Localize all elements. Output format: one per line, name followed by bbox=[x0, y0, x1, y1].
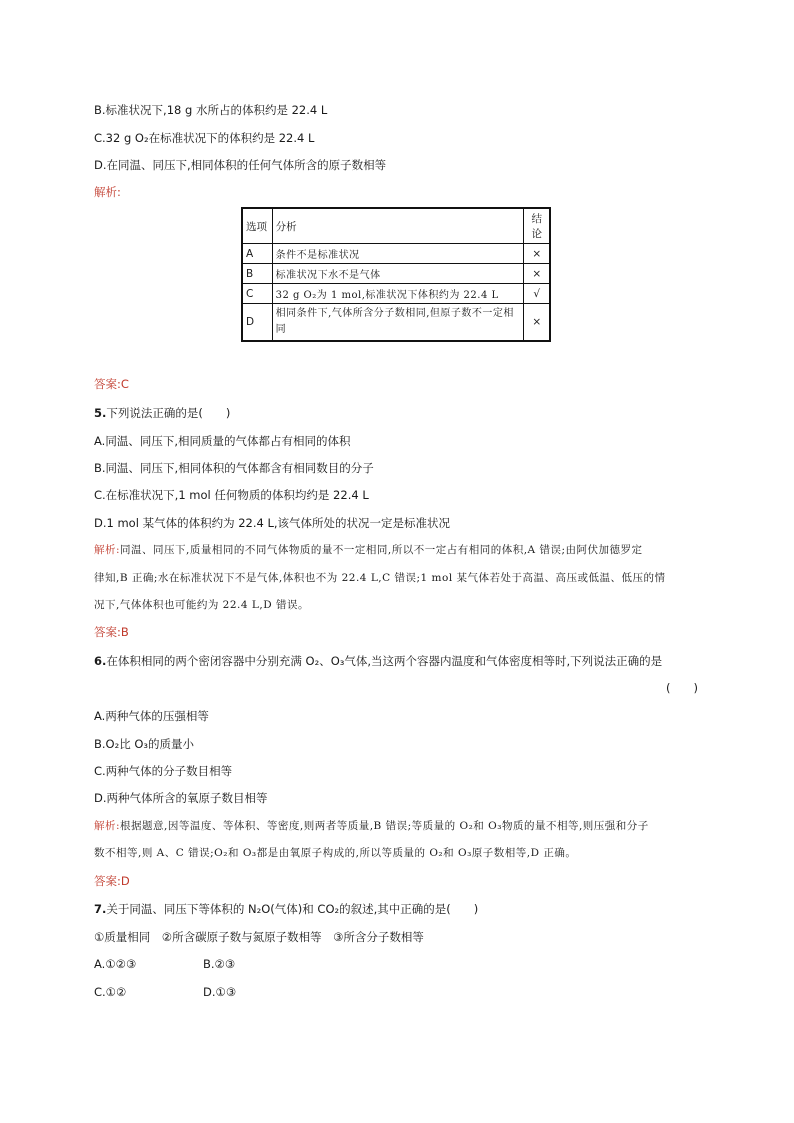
question-stem-text: 在体积相同的两个密闭容器中分别充满 O₂、O₃气体,当这两个容器内温度和气体密度相等时,下列说法正确的是 bbox=[106, 654, 663, 668]
q4-option-c: C.32 g O₂在标准状况下的体积约是 22.4 L bbox=[94, 131, 315, 145]
q5-option-a: A.同温、同压下,相同质量的气体都占有相同的体积 bbox=[94, 434, 351, 448]
q6-option-c: C.两种气体的分子数目相等 bbox=[94, 764, 233, 778]
q4-option-d: D.在同温、同压下,相同体积的任何气体所含的原子数相等 bbox=[94, 158, 387, 172]
table-cell-analysis: 相同条件下,气体所含分子数相同,但原子数不一定相同 bbox=[272, 304, 524, 342]
table-header-option: 选项 bbox=[242, 208, 272, 244]
table-cell-result: × bbox=[524, 244, 550, 264]
q5-option-c: C.在标准状况下,1 mol 任何物质的体积均约是 22.4 L bbox=[94, 488, 369, 502]
q5-option-b: B.同温、同压下,相同体积的气体都含有相同数目的分子 bbox=[94, 461, 374, 475]
table-cell-option: D bbox=[242, 304, 272, 342]
q7-option-d: D.①③ bbox=[203, 985, 237, 999]
table-row bbox=[242, 264, 550, 284]
analysis-label: 解析: bbox=[94, 544, 121, 556]
q5-analysis-line-2: 律知,B 正确;水在标准状况下不是气体,体积也不为 22.4 L,C 错误;1 mol 某气体若处于高温、高压或低温、低压的情 bbox=[94, 572, 666, 584]
table-header-analysis: 分析 bbox=[272, 208, 524, 244]
q5-stem bbox=[94, 405, 230, 421]
table-cell-analysis: 标准状况下水不是气体 bbox=[272, 264, 524, 284]
analysis-text: 同温、同压下,质量相同的不同气体物质的量不一定相同,所以不一定占有相同的体积,A 错误;由阿伏加德罗定 bbox=[120, 544, 643, 556]
table-cell-analysis: 32 g O₂为 1 mol,标准状况下体积约为 22.4 L bbox=[272, 284, 524, 304]
q6-analysis-line-1 bbox=[94, 818, 649, 834]
table-cell-result: × bbox=[524, 304, 550, 342]
table-cell-option: B bbox=[242, 264, 272, 284]
q5-option-d: D.1 mol 某气体的体积约为 22.4 L,该气体所处的状况一定是标准状况 bbox=[94, 516, 451, 530]
table-header-row bbox=[242, 208, 550, 244]
question-stem-text: 下列说法正确的是( ) bbox=[106, 406, 231, 420]
q6-stem bbox=[94, 653, 662, 669]
question-number: 6. bbox=[94, 654, 107, 668]
table-cell-result: × bbox=[524, 264, 550, 284]
analysis-label: 解析: bbox=[94, 820, 121, 832]
q6-answer bbox=[94, 873, 130, 889]
q4-answer bbox=[94, 376, 129, 392]
table-cell-analysis: 条件不是标准状况 bbox=[272, 244, 524, 264]
table-cell-result: √ bbox=[524, 284, 550, 304]
table-row bbox=[242, 244, 550, 264]
table-header-result: 结论 bbox=[524, 208, 550, 244]
answer-text: 答案:C bbox=[94, 377, 129, 391]
table-row bbox=[242, 304, 550, 342]
q6-analysis-line-2: 数不相等,则 A、C 错误;O₂和 O₃都是由氧原子构成的,所以等质量的 O₂和 O₃原子数相等,D 正确。 bbox=[94, 847, 577, 859]
answer-text: 答案:B bbox=[94, 625, 129, 639]
q5-analysis-line-1 bbox=[94, 542, 643, 558]
q7-stem bbox=[94, 901, 478, 917]
q4-option-b: B.标准状况下,18 g 水所占的体积约是 22.4 L bbox=[94, 103, 328, 117]
q7-option-a: A.①②③ bbox=[94, 957, 137, 971]
table-cell-option: C bbox=[242, 284, 272, 304]
q7-option-b: B.②③ bbox=[203, 957, 236, 971]
question-stem-text: 关于同温、同压下等体积的 N₂O(气体)和 CO₂的叙述,其中正确的是( ) bbox=[106, 902, 479, 916]
table-row bbox=[242, 284, 550, 304]
q6-option-a: A.两种气体的压强相等 bbox=[94, 709, 209, 723]
q4-analysis-label: 解析: bbox=[94, 185, 121, 199]
q4-analysis-table bbox=[241, 207, 551, 342]
q6-answer-paren: ( ) bbox=[666, 681, 698, 695]
q6-option-b: B.O₂比 O₃的质量小 bbox=[94, 737, 195, 751]
q7-statements: ①质量相同 ②所含碳原子数与氮原子数相等 ③所含分子数相等 bbox=[94, 930, 424, 944]
q5-analysis-line-3: 况下,气体体积也可能约为 22.4 L,D 错误。 bbox=[94, 599, 309, 611]
q7-option-c: C.①② bbox=[94, 985, 127, 999]
q6-option-d: D.两种气体所含的氧原子数目相等 bbox=[94, 791, 268, 805]
question-number: 7. bbox=[94, 902, 107, 916]
question-number: 5. bbox=[94, 406, 107, 420]
q5-answer bbox=[94, 624, 129, 640]
table-cell-option: A bbox=[242, 244, 272, 264]
analysis-text: 根据题意,因等温度、等体积、等密度,则两者等质量,B 错误;等质量的 O₂和 O₃物质的量不相等,则压强和分子 bbox=[120, 820, 649, 832]
answer-text: 答案:D bbox=[94, 874, 130, 888]
